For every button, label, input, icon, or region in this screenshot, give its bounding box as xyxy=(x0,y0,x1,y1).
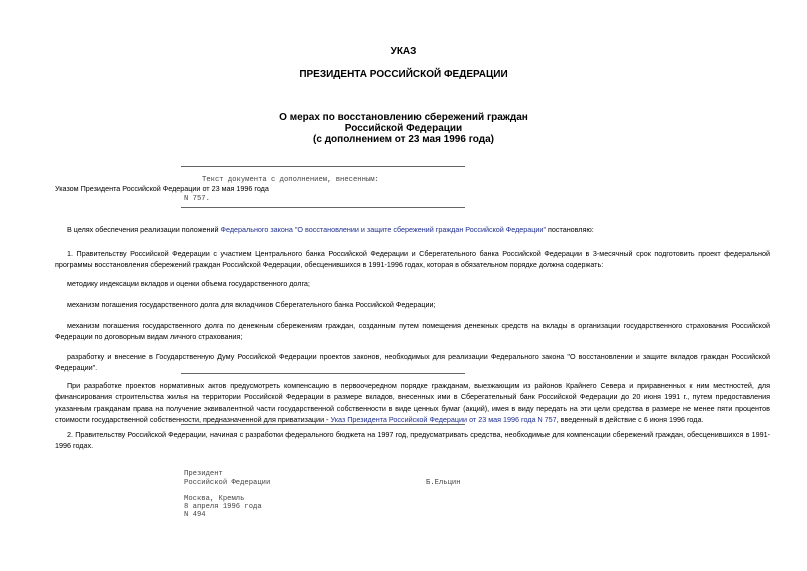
decree-subject-line-1: О мерах по восстановлению сбережений граждан xyxy=(279,112,528,123)
decree-subject-line-2: Российской Федерации xyxy=(344,123,463,134)
paragraph-1-item-3: механизм погашения государственного долга по денежным сбережениям граждан, созданным путем помещения денежных средств на вклады в организации государственного страхования Российской Федерации по договорным видам личного страхования; xyxy=(55,321,770,342)
signatory-role-line-2: Российской Федерации xyxy=(184,479,271,487)
signing-place: Москва, Кремль xyxy=(184,495,245,503)
paragraph-1: 1. Правительству Российской Федерации с участием Центрального банка Российской Федерации и Сберегательного банка Российской Федерации в 3-месячный срок подготовить проект федеральной программы восстановления сбережений граждан Российской Федерации, обесценившихся в 1991-1996 годах, которая в обязательном порядке должна содержать: xyxy=(55,249,770,270)
amending-decree-link[interactable]: Указ Президента Российской Федерации от 23 мая 1996 года N 757 xyxy=(330,415,557,425)
amendment-bottom-rule xyxy=(181,207,465,208)
amendment-decree-line: Указом Президента Российской Федерации от 23 мая 1996 года xyxy=(55,184,269,193)
amendment-top-rule xyxy=(181,166,465,167)
signatory-name: Б.Ельцин xyxy=(426,479,461,487)
paragraph-2: 2. Правительству Российской Федерации, начиная с разработки федерального бюджета на 1997 год, предусматривать средства, необходимые для компенсации сбережений граждан, обесценившихся в 1991-1996 годах. xyxy=(55,430,770,451)
intro-paragraph: В целях обеспечения реализации положений Федерального закона "О восстановлении и защите сбережений граждан Российской Федерации" постановляю: xyxy=(67,225,594,234)
decree-subject-line-3: (с дополнением от 23 мая 1996 года) xyxy=(313,134,494,145)
signatory-role-line-1: Президент xyxy=(184,470,223,478)
insertion-bottom-rule xyxy=(181,424,465,425)
inserted-paragraph: При разработке проектов нормативных актов предусмотреть компенсацию в первоочередном порядке гражданам, выезжающим из районов Крайнего Севера и приравненных к ним местностей, для финансирования строительства жилья на территории Российской Федерации в размере вкладов, внесенных ими в Сберегательный банк Российской Федерации до 20 июня 1991 г., путем предоставления указанным гражданам права на получение эквивалентной части государственной собственности в виде ценных бумаг (акций), имея в виду передать на эти цели средства в размере не менее пяти процентов стоимости государственной собственности, предназначенной для приватизации - Указ Президента Российской Федерации от 23 мая 1996 года N 757, введенный в действие с 6 июня 1996 года. xyxy=(55,381,770,425)
document-type-title: УКАЗ xyxy=(390,46,417,57)
insertion-top-rule xyxy=(181,373,465,374)
paragraph-1-item-2: механизм погашения государственного долга для вкладчиков Сберегательного банка Российской Федерации; xyxy=(67,300,436,309)
paragraph-1-item-4: разработку и внесение в Государственную Думу Российской Федерации проектов законов, необходимых для реализации Федерального закона "О восстановлении и защите вкладов граждан Российской Федерации". xyxy=(55,352,770,373)
paragraph-1-item-1: методику индексации вкладов и оценки объема государственного долга; xyxy=(67,279,310,288)
federal-law-link[interactable]: Федерального закона "О восстановлении и защите сбережений граждан Российской Федерации" xyxy=(220,225,546,234)
issuer-title: ПРЕЗИДЕНТА РОССИЙСКОЙ ФЕДЕРАЦИИ xyxy=(299,69,508,80)
amendment-number: N 757. xyxy=(184,195,210,203)
decree-number: N 494 xyxy=(184,511,206,519)
signing-date: 8 апреля 1996 года xyxy=(184,503,262,511)
amendment-note-text: Текст документа с дополнением, внесенным: xyxy=(202,176,379,184)
